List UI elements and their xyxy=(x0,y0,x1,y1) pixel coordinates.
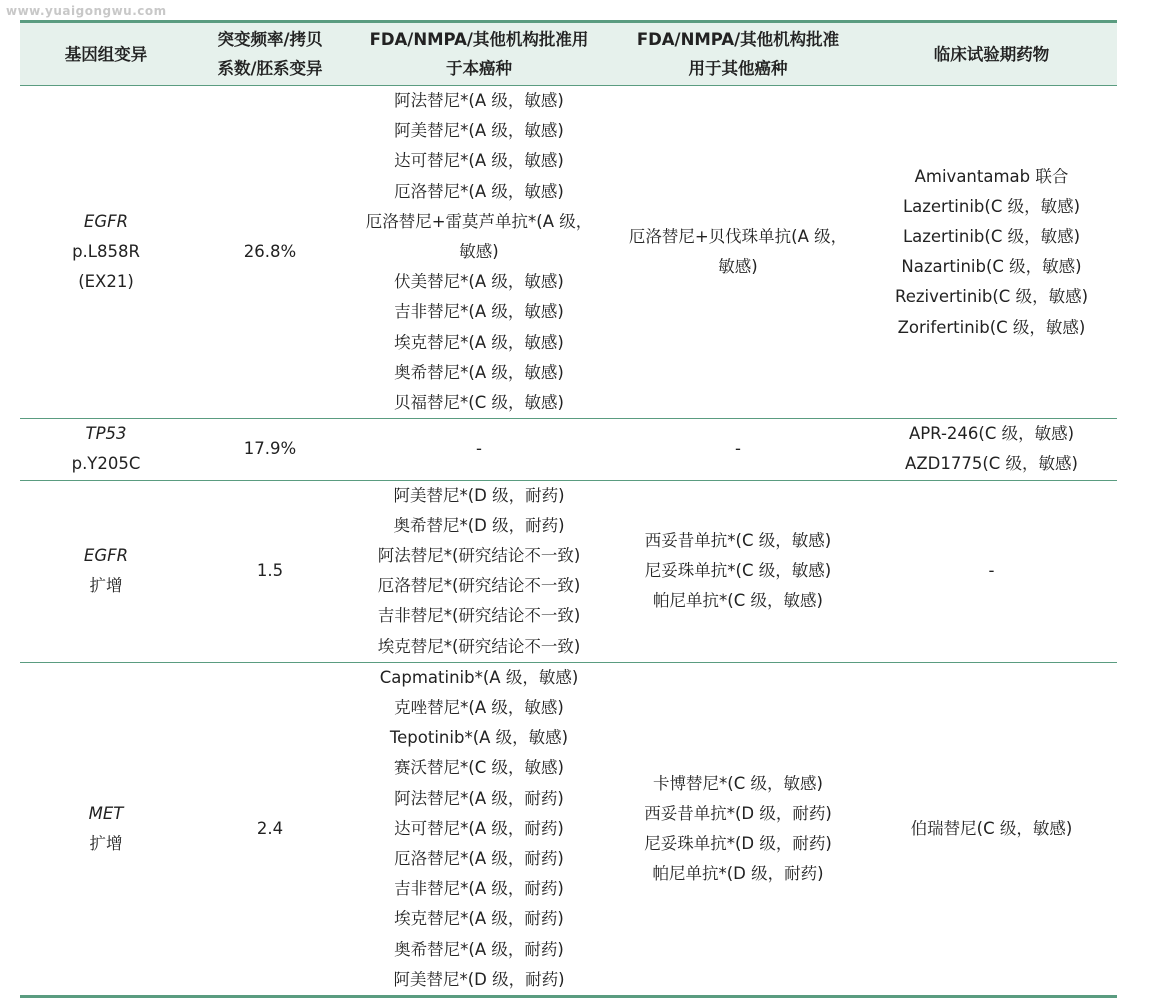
drug-line: 贝福替尼*(C 级，敏感) xyxy=(394,393,564,413)
header-approved-other-cancer xyxy=(610,22,866,86)
header-genomic-variant xyxy=(20,22,192,86)
gene-name: EGFR xyxy=(83,546,129,566)
drug-line: Capmatinib*(A 级，敏感) xyxy=(379,667,579,687)
drug-line: 厄洛替尼*(A 级，耐药) xyxy=(394,849,564,869)
drug-line: 厄洛替尼*(A 级，敏感) xyxy=(394,181,564,201)
drug-line: - xyxy=(988,561,995,581)
clinical-trial-cell xyxy=(866,86,1117,419)
drug-line: 达可替尼*(A 级，耐药) xyxy=(394,818,564,838)
drug-line: 阿美替尼*(A 级，敏感) xyxy=(394,121,564,141)
variant-line: 扩增 xyxy=(89,833,123,853)
drug-line: 卡博替尼*(C 级，敏感) xyxy=(653,773,823,793)
header-approved-this-cancer xyxy=(348,22,610,86)
drug-line: APR-246(C 级，敏感) xyxy=(908,424,1075,444)
drug-line: 吉非替尼*(研究结论不一致) xyxy=(377,606,581,626)
gene-name: EGFR xyxy=(83,211,129,231)
approved-other-cell xyxy=(610,86,866,419)
drug-line: 伏美替尼*(A 级，敏感) xyxy=(394,272,564,292)
frequency-cell xyxy=(192,419,348,480)
drug-line: 阿美替尼*(D 级，耐药) xyxy=(393,969,565,989)
frequency-cell xyxy=(192,480,348,662)
genomic-variant-table xyxy=(20,20,1117,998)
drug-line: 埃克替尼*(A 级，敏感) xyxy=(394,332,564,352)
drug-line: 厄洛替尼+贝伐珠单抗(A 级， xyxy=(628,226,848,246)
drug-line: Lazertinib(C 级，敏感) xyxy=(902,226,1081,246)
table-header-row xyxy=(20,22,1117,86)
table-row xyxy=(20,480,1117,662)
header-line: 系数/胚系变异 xyxy=(217,59,323,78)
header-line: 基因组变异 xyxy=(64,44,148,64)
drug-line: 敏感) xyxy=(459,242,499,262)
variant-line: 扩增 xyxy=(89,576,123,596)
genomic-variant-cell xyxy=(20,86,192,419)
approved-this-cell xyxy=(348,480,610,662)
header-line: 突变频率/拷贝 xyxy=(217,30,323,49)
drug-line: 厄洛替尼*(研究结论不一致) xyxy=(377,576,581,596)
drug-line: 克唑替尼*(A 级，敏感) xyxy=(394,698,564,718)
drug-line: 阿法替尼*(A 级，敏感) xyxy=(394,91,564,110)
frequency-value: 17.9% xyxy=(243,439,297,459)
header-clinical-trial-drugs xyxy=(866,22,1117,86)
variant-line: p.L858R xyxy=(72,242,140,262)
approved-this-cell xyxy=(348,86,610,419)
drug-line: 奥希替尼*(D 级，耐药) xyxy=(393,515,565,535)
header-line: FDA/NMPA/其他机构批准 xyxy=(636,30,840,49)
drug-line: 西妥昔单抗*(C 级，敏感) xyxy=(644,530,832,550)
table-row xyxy=(20,419,1117,480)
header-frequency xyxy=(192,22,348,86)
header-line: 于本癌种 xyxy=(446,59,512,78)
frequency-value: 1.5 xyxy=(256,561,284,581)
clinical-trial-cell xyxy=(866,419,1117,480)
drug-line: 埃克替尼*(研究结论不一致) xyxy=(377,636,581,656)
approved-other-cell xyxy=(610,662,866,996)
table-row xyxy=(20,86,1117,419)
drug-line: AZD1775(C 级，敏感) xyxy=(905,454,1078,474)
drug-line: 埃克替尼*(A 级，耐药) xyxy=(394,909,564,929)
drug-line: Nazartinib(C 级，敏感) xyxy=(901,257,1082,277)
clinical-trial-cell xyxy=(866,662,1117,996)
frequency-cell xyxy=(192,86,348,419)
gene-name: MET xyxy=(88,803,124,823)
clinical-trial-cell xyxy=(866,480,1117,662)
drug-line: - xyxy=(476,439,482,459)
drug-line: Rezivertinib(C 级，敏感) xyxy=(894,287,1089,307)
frequency-value: 2.4 xyxy=(256,818,284,838)
approved-this-cell xyxy=(348,662,610,996)
gene-name: TP53 xyxy=(85,424,127,444)
frequency-cell xyxy=(192,662,348,996)
drug-line: Tepotinib*(A 级，敏感) xyxy=(389,728,569,748)
header-line: FDA/NMPA/其他机构批准用 xyxy=(369,30,589,49)
genomic-variant-cell xyxy=(20,419,192,480)
drug-line: 赛沃替尼*(C 级，敏感) xyxy=(394,758,564,778)
drug-line: - xyxy=(735,439,741,459)
drug-line: 阿法替尼*(研究结论不一致) xyxy=(377,546,581,566)
drug-line: 奥希替尼*(A 级，耐药) xyxy=(394,939,564,959)
drug-line: 帕尼单抗*(D 级，耐药) xyxy=(652,864,824,884)
variant-line: p.Y205C xyxy=(71,454,141,474)
drug-line: Lazertinib(C 级，敏感) xyxy=(902,196,1081,216)
header-line: 临床试验期药物 xyxy=(933,44,1050,64)
approved-other-cell xyxy=(610,480,866,662)
approved-other-cell xyxy=(610,419,866,480)
drug-line: 敏感) xyxy=(718,257,758,277)
header-line: 用于其他癌种 xyxy=(688,59,788,78)
drug-line: 阿法替尼*(A 级，耐药) xyxy=(394,788,564,808)
drug-line: 伯瑞替尼(C 级，敏感) xyxy=(910,818,1073,838)
drug-line: Amivantamab 联合 xyxy=(914,166,1069,186)
drug-line: Zorifertinib(C 级，敏感) xyxy=(897,317,1086,337)
genomic-variant-cell xyxy=(20,480,192,662)
drug-line: 厄洛替尼+雷莫芦单抗*(A 级， xyxy=(365,211,593,231)
drug-line: 阿美替尼*(D 级，耐药) xyxy=(393,485,565,505)
drug-line: 达可替尼*(A 级，敏感) xyxy=(394,151,564,171)
drug-line: 吉非替尼*(A 级，耐药) xyxy=(394,879,564,899)
drug-line: 吉非替尼*(A 级，敏感) xyxy=(394,302,564,322)
approved-this-cell xyxy=(348,419,610,480)
frequency-value: 26.8% xyxy=(243,242,297,262)
watermark-text: www.yuaigongwu.com xyxy=(6,4,167,18)
drug-line: 奥希替尼*(A 级，敏感) xyxy=(394,362,564,382)
drug-line: 帕尼单抗*(C 级，敏感) xyxy=(653,591,823,611)
genomic-variant-cell xyxy=(20,662,192,996)
variant-line: (EX21) xyxy=(78,272,134,292)
drug-line: 尼妥珠单抗*(C 级，敏感) xyxy=(644,561,832,581)
table-row xyxy=(20,662,1117,996)
drug-line: 尼妥珠单抗*(D 级，耐药) xyxy=(644,833,832,853)
drug-line: 西妥昔单抗*(D 级，耐药) xyxy=(644,803,832,823)
